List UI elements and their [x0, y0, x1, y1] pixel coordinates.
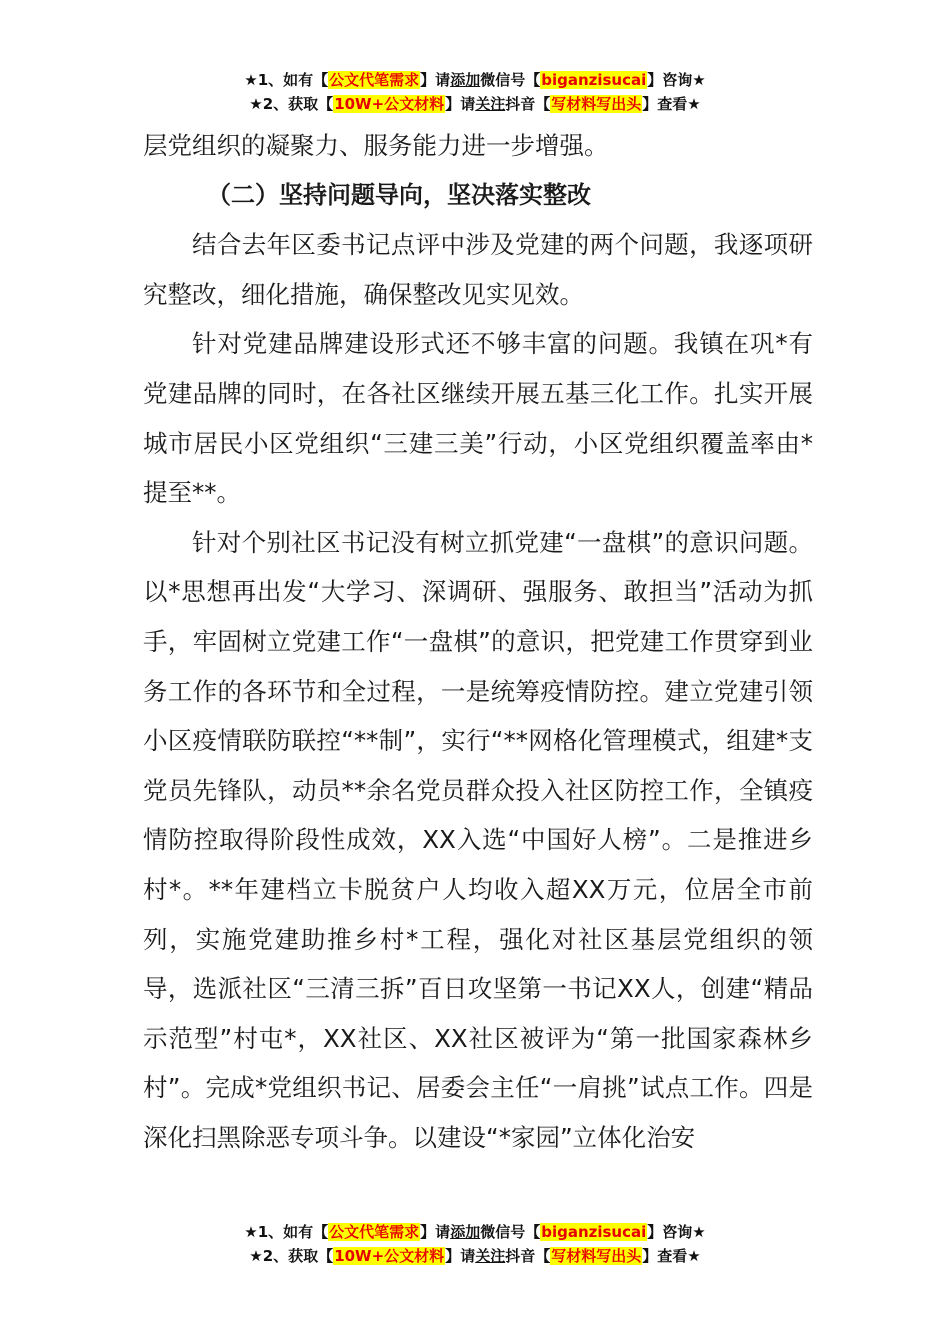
paragraph-intro: 结合去年区委书记点评中涉及党建的两个问题，我逐项研究整改，细化措施，确保整改见实见效。 — [143, 230, 813, 309]
header-line-2-underline: 关注 — [475, 95, 506, 113]
footer-banner — [0, 1220, 950, 1268]
header-line-1-mid2: 微信号【 — [480, 71, 541, 89]
footer-line-2-mid2: 抖音【 — [505, 1247, 551, 1265]
header-line-1-underline: 添加 — [450, 71, 481, 89]
footer-line-2-mid: 】请 — [445, 1247, 476, 1265]
header-line-2-prefix: ★2、获取【 — [249, 95, 334, 113]
header-line-2-mid2: 抖音【 — [505, 95, 551, 113]
header-line-1-prefix: ★1、如有【 — [244, 71, 329, 89]
header-line-1-mid: 】请 — [420, 71, 451, 89]
footer-line-1-prefix: ★1、如有【 — [244, 1223, 329, 1241]
footer-line-2-highlight-douyin: 写材料写出头 — [551, 1247, 642, 1265]
footer-line-1-highlight-wechat: biganzisucai — [541, 1223, 647, 1241]
footer-line-1-suffix: 】咨询★ — [647, 1223, 706, 1241]
footer-line-2-highlight-materials: 10W+公文材料 — [334, 1247, 445, 1265]
header-line-1-suffix: 】咨询★ — [647, 71, 706, 89]
header-banner — [0, 68, 950, 116]
footer-line-1 — [0, 1220, 950, 1244]
header-line-1-highlight-wechat: biganzisucai — [541, 71, 647, 89]
paragraph-secretary-issue: 针对个别社区书记没有树立抓党建“一盘棋”的意识问题。以*思想再出发“大学习、深调研、强服务、敢担当”活动为抓手，牢固树立党建工作“一盘棋”的意识，把党建工作贯穿到业务工作的各环节和全过程，一是统筹疫情防控。建立党建引领小区疫情联防联控“**制”，实行“**网格化管理模式，组建*支党员先锋队，动员**余名党员群众投入社区防控工作，全镇疫情防控取得阶段性成效，XX入选“中国好人榜”。二是推进乡村*。**年建档立卡脱贫户人均收入超XX万元，位居全市前列，实施党建助推乡村*工程，强化对社区基层党组织的领导，选派社区“三清三拆”百日攻坚第一书记XX人，创建“精品示范型”村屯*，XX社区、XX社区被评为“第一批国家森林乡村”。完成*党组织书记、居委会主任“一肩挑”试点工作。四是深化扫黑除恶专项斗争。以建设“*家园”立体化治安 — [143, 527, 813, 1152]
footer-line-2-suffix: 】查看★ — [642, 1247, 701, 1265]
header-line-2-highlight-materials: 10W+公文材料 — [334, 95, 445, 113]
footer-line-2-underline: 关注 — [475, 1247, 506, 1265]
header-line-2-highlight-douyin: 写材料写出头 — [551, 95, 642, 113]
footer-line-1-underline: 添加 — [450, 1223, 481, 1241]
footer-line-1-mid2: 微信号【 — [480, 1223, 541, 1241]
footer-line-1-mid: 】请 — [420, 1223, 451, 1241]
header-line-2-suffix: 】查看★ — [642, 95, 701, 113]
footer-line-2 — [0, 1244, 950, 1268]
footer-line-2-prefix: ★2、获取【 — [249, 1247, 334, 1265]
paragraph-continued: 层党组织的凝聚力、服务能力进一步增强。 — [143, 131, 609, 160]
header-line-1 — [0, 68, 950, 92]
paragraph-brand-issue: 针对党建品牌建设形式还不够丰富的问题。我镇在巩*有党建品牌的同时，在各社区继续开展五基三化工作。扎实开展城市居民小区党组织“三建三美”行动，小区党组织覆盖率由*提至**。 — [143, 329, 813, 508]
section-heading: （二）坚持问题导向，坚决落实整改 — [207, 180, 591, 209]
header-line-1-highlight-service: 公文代笔需求 — [329, 71, 420, 89]
footer-line-1-highlight-service: 公文代笔需求 — [329, 1223, 420, 1241]
document-body — [143, 121, 813, 1162]
header-line-2 — [0, 92, 950, 116]
header-line-2-mid: 】请 — [445, 95, 476, 113]
